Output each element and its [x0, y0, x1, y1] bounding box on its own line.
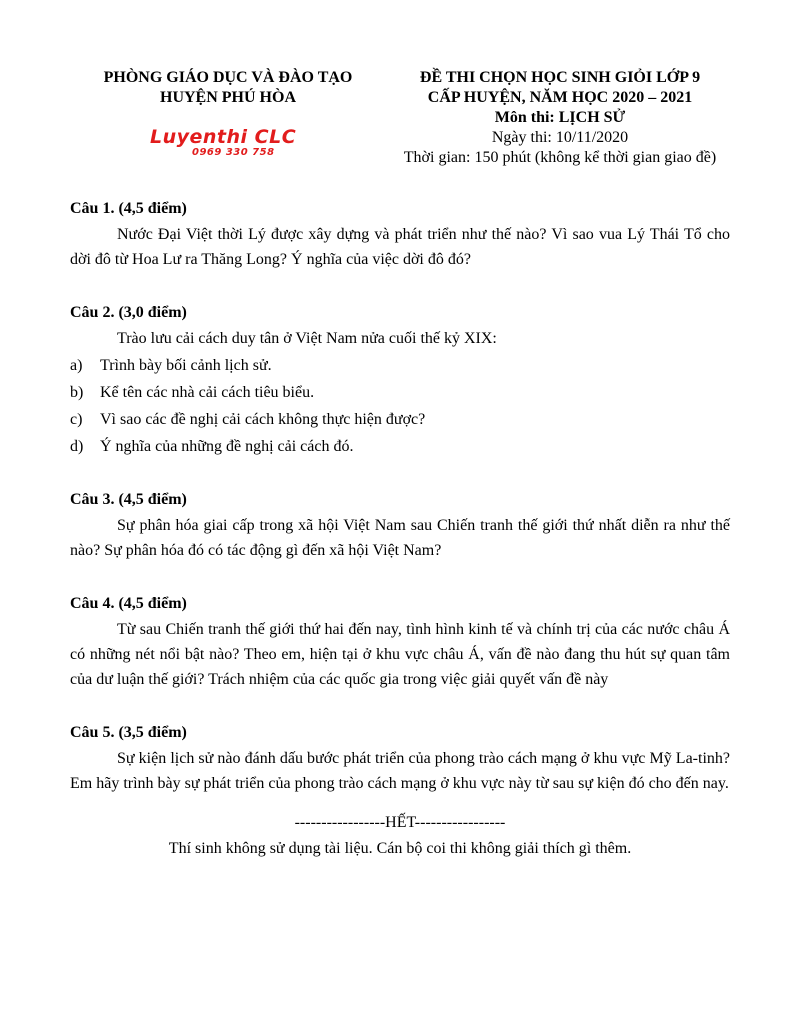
question-body: Từ sau Chiến tranh thế giới thứ hai đến nay, tình hình kinh tế và chính trị của các nước châu Á có những nét nổi bật nào? Theo em, hiện tại ở khu vực châu Á, vấn đề nào đang thu hút sự quan tâm của dư luận thế giới? Trách nhiệm của các quốc gia trong việc giải quyết vấn đề này [70, 621, 730, 688]
questions-section [70, 198, 730, 826]
sub-question-marker: b) [70, 384, 84, 401]
question-title: Câu 2. (3,0 điểm) [70, 304, 187, 321]
sub-question-list [70, 353, 730, 459]
question-title: Câu 3. (4,5 điểm) [70, 491, 187, 508]
question-3 [70, 489, 730, 563]
end-marker: -----------------HẾT----------------- [294, 814, 506, 831]
watermark-name: Luyenthi CLC [150, 126, 297, 148]
department-name: PHÒNG GIÁO DỤC VÀ ĐÀO TẠO [103, 69, 353, 86]
question-2 [70, 302, 730, 459]
exam-title: ĐỀ THI CHỌN HỌC SINH GIỎI LỚP 9 [419, 69, 701, 86]
exam-level-year: CẤP HUYỆN, NĂM HỌC 2020 – 2021 [427, 89, 693, 106]
sub-question-marker: c) [70, 411, 83, 428]
question-title: Câu 4. (4,5 điểm) [70, 595, 187, 612]
sub-question-text: Kể tên các nhà cải cách tiêu biểu. [100, 384, 315, 401]
sub-question-text: Trình bày bối cảnh lịch sử. [100, 357, 272, 374]
sub-question [70, 407, 730, 432]
question-body: Nước Đại Việt thời Lý được xây dựng và phát triển như thế nào? Vì sao vua Lý Thái Tổ cho dời đô từ Hoa Lư ra Thăng Long? Ý nghĩa của việc dời đô đó? [70, 226, 730, 268]
question-title: Câu 1. (4,5 điểm) [70, 200, 187, 217]
question-body: Sự phân hóa giai cấp trong xã hội Việt Nam sau Chiến tranh thế giới thứ nhất diễn ra như thế nào? Sự phân hóa đó có tác động gì đến xã hội Việt Nam? [70, 517, 730, 559]
exam-header [382, 68, 738, 168]
sub-question [70, 380, 730, 405]
department-header [78, 68, 378, 108]
question-body: Trào lưu cải cách duy tân ở Việt Nam nửa cuối thế kỷ XIX: [117, 330, 497, 347]
sub-question [70, 353, 730, 378]
sub-question-marker: a) [70, 357, 83, 374]
sub-question [70, 434, 730, 459]
exam-subject: Môn thi: LỊCH SỬ [494, 109, 626, 126]
exam-note: Thí sinh không sử dụng tài liệu. Cán bộ coi thi không giải thích gì thêm. [168, 840, 632, 857]
question-1 [70, 198, 730, 272]
watermark-phone: 0969 330 758 [192, 147, 275, 158]
exam-duration: Thời gian: 150 phút (không kể thời gian giao đề) [403, 149, 717, 166]
exam-date: Ngày thi: 10/11/2020 [491, 129, 629, 146]
sub-question-marker: d) [70, 438, 84, 455]
question-title: Câu 5. (3,5 điểm) [70, 724, 187, 741]
question-body: Sự kiện lịch sử nào đánh dấu bước phát triển của phong trào cách mạng ở khu vực Mỹ La-tinh? Em hãy trình bày sự phát triển của phong trào cách mạng ở khu vực này từ sau sự kiện đó cho đến nay. [70, 750, 730, 792]
question-4 [70, 593, 730, 692]
watermark-logo [140, 126, 310, 166]
sub-question-text: Vì sao các đề nghị cải cách không thực hiện được? [100, 411, 426, 428]
question-5 [70, 722, 730, 796]
district-name: HUYỆN PHÚ HÒA [160, 89, 296, 106]
sub-question-text: Ý nghĩa của những đề nghị cải cách đó. [100, 438, 354, 455]
